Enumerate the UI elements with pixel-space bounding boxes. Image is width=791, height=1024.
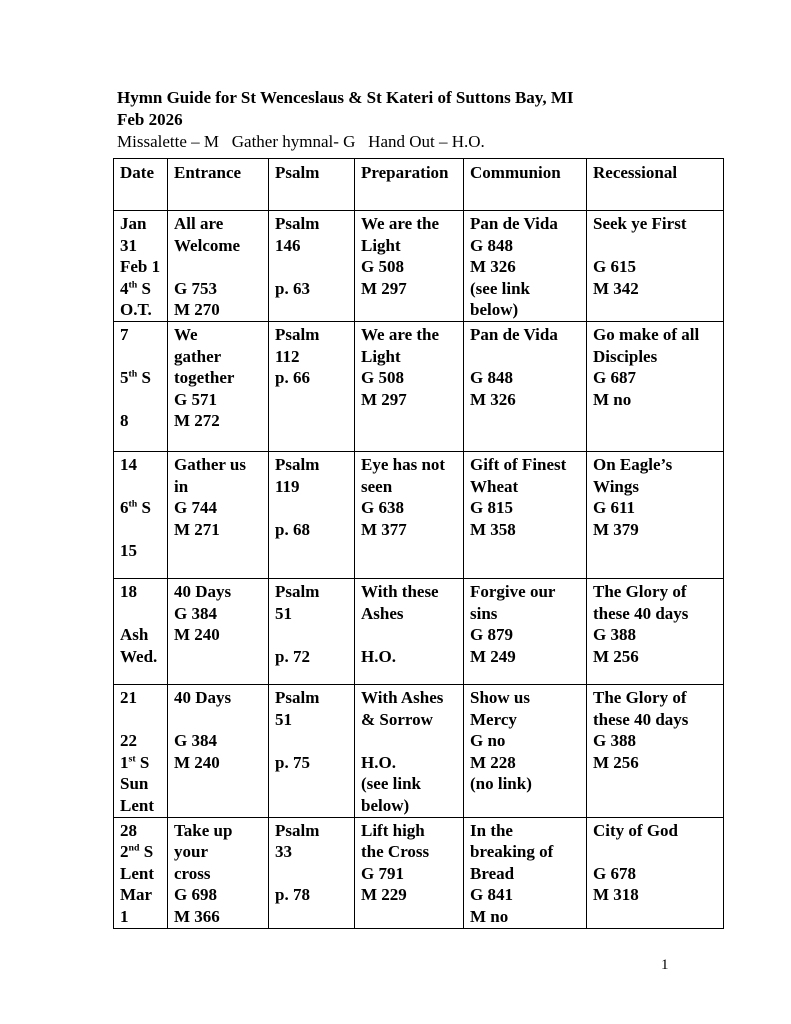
column-header-entrance: Entrance (168, 159, 269, 211)
cell-line: 4th S (120, 278, 151, 298)
cell-recessional (587, 451, 724, 578)
table-header-row (114, 159, 724, 211)
cell-line: G 384 (174, 603, 217, 623)
cell-line: Wings (593, 476, 639, 496)
cell-line: M 270 (174, 300, 220, 320)
cell-line: p. 68 (275, 519, 310, 539)
cell-line (120, 709, 164, 731)
table-row (114, 451, 724, 578)
cell-line: below) (361, 795, 410, 815)
cell-line: G 687 (593, 368, 636, 388)
cell-line: We are the (361, 214, 440, 233)
cell-line: M 256 (593, 752, 639, 772)
cell-entrance (168, 321, 269, 451)
cell-line: (see link (361, 774, 421, 794)
cell-line: the Cross (361, 842, 430, 862)
cell-line: together (174, 368, 235, 388)
cell-entrance (168, 451, 269, 578)
cell-line: Psalm (275, 214, 320, 233)
cell-communion (464, 684, 587, 817)
cell-line: 40 Days (174, 687, 232, 707)
cell-psalm (269, 321, 355, 451)
cell-line: M 249 (470, 646, 516, 666)
cell-line: Psalm (275, 820, 320, 840)
cell-line: 40 Days (174, 581, 232, 601)
cell-line (275, 730, 351, 752)
cell-line: Jan (120, 214, 147, 233)
cell-line (361, 624, 460, 646)
cell-line (593, 235, 720, 257)
cell-line: G 384 (174, 731, 217, 751)
cell-line: below) (470, 300, 519, 320)
cell-line: Feb 1 (120, 257, 161, 277)
cell-line: 146 (275, 235, 301, 255)
cell-line: Seek ye First (593, 214, 687, 233)
cell-line: City of God (593, 820, 678, 840)
cell-line: G no (470, 731, 506, 751)
cell-line: & Sorrow (361, 709, 433, 729)
cell-communion (464, 451, 587, 578)
cell-date (114, 211, 168, 322)
cell-line: Disciples (593, 346, 658, 366)
cell-line: Sun (120, 774, 149, 794)
cell-line: 21 (120, 687, 137, 707)
cell-psalm (269, 451, 355, 578)
cell-line: Ashes (361, 603, 404, 623)
cell-line (275, 256, 351, 278)
cell-line: All are (174, 214, 224, 233)
cell-line: The Glory of (593, 687, 687, 707)
cell-line (174, 709, 265, 731)
cell-line: Go make of all (593, 324, 700, 344)
cell-line: G 678 (593, 863, 636, 883)
cell-line: M 379 (593, 519, 639, 539)
cell-preparation (355, 684, 464, 817)
cell-line: p. 78 (275, 885, 310, 905)
cell-line: With these (361, 581, 439, 601)
hymn-schedule-table (113, 158, 724, 929)
cell-line (120, 476, 164, 498)
cell-line: Light (361, 235, 401, 255)
cell-line: G 841 (470, 885, 513, 905)
cell-line: O.T. (120, 300, 152, 320)
cell-line: G 508 (361, 257, 404, 277)
cell-line: Gather us (174, 454, 246, 474)
cell-entrance (168, 211, 269, 322)
cell-line: M 240 (174, 625, 220, 645)
cell-line: Mar (120, 885, 153, 905)
cell-line: 51 (275, 603, 292, 623)
document-header (117, 87, 574, 153)
cell-line: p. 72 (275, 646, 310, 666)
table-body (114, 211, 724, 929)
hymnal-abbreviation-legend: Missalette – M Gather hymnal- G Hand Out – H.O. (117, 132, 485, 151)
cell-line: G 388 (593, 731, 636, 751)
cell-line (275, 863, 351, 885)
cell-communion (464, 578, 587, 684)
cell-line: 33 (275, 842, 292, 862)
cell-line: Pan de Vida (470, 324, 558, 344)
cell-recessional (587, 321, 724, 451)
cell-line: 8 (120, 411, 129, 431)
cell-line: G 638 (361, 498, 404, 518)
cell-line: 31 (120, 235, 137, 255)
cell-line: in (174, 476, 189, 496)
cell-line: M 342 (593, 278, 639, 298)
cell-line: 15 (120, 541, 137, 561)
cell-line: Psalm (275, 581, 320, 601)
cell-line (120, 603, 164, 625)
cell-preparation (355, 817, 464, 928)
cell-date (114, 817, 168, 928)
cell-line: p. 63 (275, 278, 310, 298)
cell-recessional (587, 817, 724, 928)
cell-line: 51 (275, 709, 292, 729)
cell-preparation (355, 211, 464, 322)
cell-line: With Ashes (361, 687, 444, 707)
cell-date (114, 321, 168, 451)
cell-line: G 615 (593, 257, 636, 277)
cell-line: 28 (120, 820, 137, 840)
cell-line: M 256 (593, 646, 639, 666)
cell-communion (464, 817, 587, 928)
cell-preparation (355, 321, 464, 451)
cell-line: Mercy (470, 709, 517, 729)
cell-line: Forgive our (470, 581, 556, 601)
document-month: Feb 2026 (117, 110, 183, 129)
cell-line: 18 (120, 581, 137, 601)
cell-line: Psalm (275, 454, 320, 474)
cell-line: In the (470, 820, 513, 840)
cell-date (114, 578, 168, 684)
cell-line: We are the (361, 324, 440, 344)
column-header-psalm: Psalm (269, 159, 355, 211)
column-header-date: Date (114, 159, 168, 211)
cell-line: G 753 (174, 278, 217, 298)
cell-recessional (587, 578, 724, 684)
table-row (114, 321, 724, 451)
cell-psalm (269, 578, 355, 684)
cell-entrance (168, 817, 269, 928)
cell-line: H.O. (361, 646, 396, 666)
cell-line: 119 (275, 476, 300, 496)
cell-line: M 271 (174, 519, 220, 539)
cell-line: M 326 (470, 389, 516, 409)
cell-line: 1st S (120, 752, 150, 772)
cell-line: G 744 (174, 498, 217, 518)
cell-line: 5th S (120, 368, 151, 388)
cell-line: G 848 (470, 235, 513, 255)
cell-line: Pan de Vida (470, 214, 558, 233)
cell-line: M 229 (361, 885, 407, 905)
cell-line: Lent (120, 863, 154, 883)
cell-line: seen (361, 476, 393, 496)
cell-line: G 698 (174, 885, 217, 905)
cell-line: M 366 (174, 906, 220, 926)
cell-line: Ash (120, 625, 149, 645)
table-row (114, 578, 724, 684)
cell-line (470, 346, 583, 368)
column-header-communion: Communion (464, 159, 587, 211)
cell-line: We (174, 324, 198, 344)
cell-line: 14 (120, 454, 137, 474)
cell-line: G 388 (593, 625, 636, 645)
cell-line: On Eagle’s (593, 454, 673, 474)
cell-line (593, 841, 720, 863)
cell-psalm (269, 211, 355, 322)
cell-line: Lift high (361, 820, 425, 840)
cell-line: 22 (120, 731, 137, 751)
cell-line: 1 (120, 906, 129, 926)
cell-line (275, 624, 351, 646)
cell-entrance (168, 684, 269, 817)
cell-line (275, 497, 351, 519)
column-header-preparation: Preparation (355, 159, 464, 211)
cell-line: G 848 (470, 368, 513, 388)
cell-line: these 40 days (593, 709, 689, 729)
cell-line: Psalm (275, 687, 320, 707)
cell-line: Show us (470, 687, 531, 707)
cell-recessional (587, 684, 724, 817)
cell-line (120, 389, 164, 411)
document-title: Hymn Guide for St Wenceslaus & St Kateri of Suttons Bay, MI (117, 88, 574, 107)
cell-line: 6th S (120, 498, 151, 518)
cell-line: G 879 (470, 625, 513, 645)
cell-line: G 611 (593, 498, 636, 518)
cell-line: 7 (120, 324, 129, 344)
table-row (114, 817, 724, 928)
cell-line: M 272 (174, 411, 220, 431)
cell-line: M 318 (593, 885, 639, 905)
column-header-recessional: Recessional (587, 159, 724, 211)
cell-line: breaking of (470, 842, 554, 862)
cell-psalm (269, 817, 355, 928)
cell-line: Psalm (275, 324, 320, 344)
table-row (114, 684, 724, 817)
cell-line (174, 256, 265, 278)
cell-line: G 815 (470, 498, 513, 518)
cell-communion (464, 321, 587, 451)
cell-line: your (174, 842, 208, 862)
cell-line: Eye has not (361, 454, 446, 474)
cell-recessional (587, 211, 724, 322)
cell-line: Wheat (470, 476, 519, 496)
cell-line: M 228 (470, 752, 516, 772)
cell-line: Lent (120, 795, 154, 815)
cell-communion (464, 211, 587, 322)
cell-line: (no link) (470, 774, 532, 794)
cell-line: sins (470, 603, 498, 623)
cell-line: G 791 (361, 863, 404, 883)
cell-line: Gift of Finest (470, 454, 567, 474)
cell-line (361, 730, 460, 752)
cell-line: these 40 days (593, 603, 689, 623)
cell-line (120, 519, 164, 541)
cell-psalm (269, 684, 355, 817)
cell-line: Light (361, 346, 401, 366)
cell-line: gather (174, 346, 222, 366)
cell-line: M 358 (470, 519, 516, 539)
cell-line: G 571 (174, 389, 217, 409)
cell-line (120, 346, 164, 368)
cell-line: M no (593, 389, 632, 409)
cell-line: H.O. (361, 752, 396, 772)
cell-line: 112 (275, 346, 300, 366)
cell-line: Take up (174, 820, 233, 840)
page-number: 1 (661, 957, 669, 973)
cell-line: M 377 (361, 519, 407, 539)
cell-line: M 297 (361, 278, 407, 298)
table-row (114, 211, 724, 322)
cell-line: M 240 (174, 752, 220, 772)
cell-line: p. 66 (275, 368, 310, 388)
cell-line: p. 75 (275, 752, 310, 772)
cell-date (114, 451, 168, 578)
cell-line: G 508 (361, 368, 404, 388)
cell-line: Welcome (174, 235, 241, 255)
cell-preparation (355, 451, 464, 578)
cell-line: (see link (470, 278, 530, 298)
cell-line: The Glory of (593, 581, 687, 601)
cell-date (114, 684, 168, 817)
cell-line: 2nd S (120, 842, 154, 862)
cell-preparation (355, 578, 464, 684)
cell-line: M no (470, 906, 509, 926)
cell-line: cross (174, 863, 211, 883)
cell-entrance (168, 578, 269, 684)
cell-line: M 326 (470, 257, 516, 277)
cell-line: Bread (470, 863, 515, 883)
cell-line: Wed. (120, 646, 158, 666)
cell-line: M 297 (361, 389, 407, 409)
